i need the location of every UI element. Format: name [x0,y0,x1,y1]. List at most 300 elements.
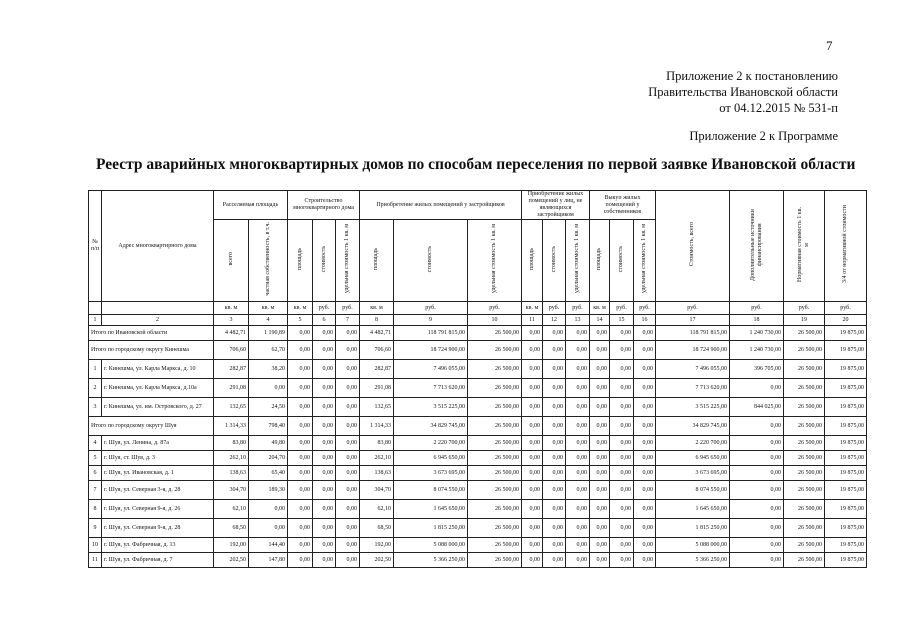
value-cell: 0,00 [566,379,590,398]
value-cell: 0,00 [313,481,336,500]
unit-cell: руб. [784,302,825,315]
value-cell: 147,80 [249,553,288,568]
col-header-number: № п/п [89,191,102,302]
value-cell: 0,00 [313,500,336,519]
value-cell: 26 500,00 [784,417,825,436]
subheader-cost: стоимость [610,220,634,302]
value-cell: 0,00 [288,379,313,398]
value-cell: 0,00 [543,398,566,417]
value-cell: 26 500,00 [784,500,825,519]
unit-cell: руб. [566,302,590,315]
value-cell: 26 500,00 [468,398,522,417]
value-cell: 0,00 [590,538,610,553]
value-cell: 798,40 [249,417,288,436]
col-header-total-cost: Стоимость, всего [656,191,730,302]
value-cell: 0,00 [313,466,336,481]
value-cell: 6 945 650,00 [394,451,468,466]
value-cell: 19 875,00 [825,436,867,451]
value-cell: 26 500,00 [784,436,825,451]
value-cell: 4 482,71 [360,326,394,341]
value-cell: 0,00 [634,360,656,379]
value-cell: 0,00 [543,451,566,466]
value-cell: 0,00 [249,379,288,398]
value-cell: 0,00 [336,466,360,481]
value-cell: 0,00 [336,519,360,538]
value-cell: 26 500,00 [468,326,522,341]
value-cell: 0,00 [336,436,360,451]
value-cell: 1 190,89 [249,326,288,341]
value-cell: 1 240 730,00 [730,326,784,341]
address-cell: г. Шуя, ул. Северная 9-я, д. 28 [102,519,214,538]
value-cell: 844 025,00 [730,398,784,417]
unit-cell: руб. [313,302,336,315]
value-cell: 0,00 [566,538,590,553]
value-cell: 26 500,00 [468,553,522,568]
value-cell: 0,00 [543,500,566,519]
subheader-total: всего [214,220,249,302]
value-cell: 0,00 [610,519,634,538]
column-number-cell: 7 [336,315,360,326]
value-cell: 0,00 [730,519,784,538]
unit-cell: руб. [610,302,634,315]
group-header-purchase-non-developers: Приобретение жилых помещений у лиц, не являющихся застройщиком [522,191,590,220]
value-cell: 0,00 [543,538,566,553]
value-cell: 0,00 [566,436,590,451]
value-cell: 19 875,00 [825,451,867,466]
value-cell: 19 875,00 [825,379,867,398]
column-number-cell: 8 [360,315,394,326]
value-cell: 0,00 [543,360,566,379]
value-cell: 0,00 [590,326,610,341]
value-cell: 0,00 [522,360,543,379]
value-cell: 192,00 [360,538,394,553]
value-cell: 138,63 [360,466,394,481]
value-cell: 0,00 [590,481,610,500]
group-header-construction: Строительство многоквартирного дома [288,191,360,220]
value-cell: 26 500,00 [468,360,522,379]
value-cell: 26 500,00 [784,481,825,500]
subheader-private: частная собственность, в т.ч. [249,220,288,302]
value-cell: 0,00 [288,553,313,568]
value-cell: 0,00 [634,417,656,436]
value-cell: 19 875,00 [825,360,867,379]
value-cell: 0,00 [566,360,590,379]
value-cell: 62,10 [214,500,249,519]
value-cell: 0,00 [288,341,313,360]
value-cell: 304,70 [214,481,249,500]
value-cell: 0,00 [590,436,610,451]
value-cell: 26 500,00 [468,341,522,360]
table-row [89,466,867,481]
col-header-additional-sources: Дополнительные источники финансирования [730,191,784,302]
row-number: 7 [89,481,102,500]
column-number-cell: 12 [543,315,566,326]
value-cell: 0,00 [610,436,634,451]
value-cell: 138,63 [214,466,249,481]
table-row [89,519,867,538]
value-cell: 0,00 [249,500,288,519]
value-cell: 0,00 [566,500,590,519]
page-number: 7 [826,38,833,53]
value-cell: 0,00 [610,341,634,360]
unit-cell: руб. [336,302,360,315]
value-cell: 19 875,00 [825,417,867,436]
value-cell: 5 088 000,00 [656,538,730,553]
value-cell: 1 314,33 [360,417,394,436]
column-number-cell: 1 [89,315,102,326]
value-cell: 0,00 [543,466,566,481]
value-cell: 202,50 [360,553,394,568]
value-cell: 1 815 250,00 [394,519,468,538]
subtotal-row [89,341,867,360]
value-cell: 8 074 550,00 [394,481,468,500]
value-cell: 19 875,00 [825,538,867,553]
row-number: 2 [89,379,102,398]
group-header-buyout: Выкуп жилых помещений у собственников [590,191,656,220]
value-cell: 0,00 [610,538,634,553]
value-cell: 0,00 [288,326,313,341]
value-cell: 0,00 [634,500,656,519]
value-cell: 0,00 [522,519,543,538]
value-cell: 0,00 [566,481,590,500]
value-cell: 0,00 [543,341,566,360]
value-cell: 396 705,00 [730,360,784,379]
value-cell: 0,00 [543,436,566,451]
value-cell: 0,00 [543,481,566,500]
value-cell: 0,00 [313,360,336,379]
value-cell: 26 500,00 [468,538,522,553]
value-cell: 26 500,00 [784,553,825,568]
value-cell: 0,00 [634,553,656,568]
value-cell: 0,00 [634,398,656,417]
row-number: 11 [89,553,102,568]
value-cell: 68,50 [214,519,249,538]
value-cell: 0,00 [590,360,610,379]
value-cell: 19 875,00 [825,500,867,519]
table-row [89,398,867,417]
value-cell: 0,00 [313,553,336,568]
subtotal-row [89,326,867,341]
value-cell: 0,00 [336,379,360,398]
value-cell: 0,00 [313,519,336,538]
value-cell: 0,00 [336,538,360,553]
value-cell: 0,00 [610,451,634,466]
value-cell: 26 500,00 [468,466,522,481]
subheader-cost: стоимость [313,220,336,302]
value-cell: 0,00 [543,519,566,538]
row-number: 10 [89,538,102,553]
value-cell: 706,60 [360,341,394,360]
value-cell: 144,40 [249,538,288,553]
value-cell: 26 500,00 [784,326,825,341]
column-number-cell: 15 [610,315,634,326]
value-cell: 3 673 695,00 [394,466,468,481]
column-number-cell: 2 [102,315,214,326]
value-cell: 0,00 [730,553,784,568]
value-cell: 0,00 [313,341,336,360]
table-row [89,436,867,451]
value-cell: 26 500,00 [468,519,522,538]
unit-cell: руб. [730,302,784,315]
value-cell: 0,00 [590,519,610,538]
subheader-unit-cost: удельная стоимость 1 кв. м [566,220,590,302]
value-cell: 0,00 [566,341,590,360]
value-cell: 24,50 [249,398,288,417]
value-cell: 34 829 745,00 [656,417,730,436]
value-cell: 0,00 [634,379,656,398]
value-cell: 5 088 000,00 [394,538,468,553]
row-number: 5 [89,451,102,466]
row-number: 4 [89,436,102,451]
address-cell: г. Кинешма, ул. им. Островского, д. 27 [102,398,214,417]
address-cell: г. Шуя, ул. Фабричная, д. 7 [102,553,214,568]
value-cell: 0,00 [336,341,360,360]
value-cell: 0,00 [590,466,610,481]
column-number-cell: 5 [288,315,313,326]
value-cell: 19 875,00 [825,519,867,538]
value-cell: 0,00 [730,466,784,481]
value-cell: 26 500,00 [468,417,522,436]
address-cell: г. Шуя, ул. Северная 9-я, д. 26 [102,500,214,519]
value-cell: 26 500,00 [784,519,825,538]
value-cell: 5 366 250,00 [656,553,730,568]
value-cell: 0,00 [522,326,543,341]
value-cell: 26 500,00 [468,481,522,500]
value-cell: 0,00 [313,436,336,451]
value-cell: 0,00 [288,466,313,481]
value-cell: 26 500,00 [468,500,522,519]
value-cell: 0,00 [336,326,360,341]
value-cell: 0,00 [730,451,784,466]
value-cell: 0,00 [610,398,634,417]
unit-cell: кв. м [590,302,610,315]
column-number-cell: 4 [249,315,288,326]
value-cell: 65,40 [249,466,288,481]
value-cell: 202,50 [214,553,249,568]
table-row [89,500,867,519]
value-cell: 0,00 [249,519,288,538]
address-cell: г. Кинешма, ул. Карла Маркса, д. 10 [102,360,214,379]
address-cell: г. Шуя, ул. Ленина, д. 87а [102,436,214,451]
value-cell: 132,65 [360,398,394,417]
value-cell: 0,00 [522,398,543,417]
col-header-three-quarters: 3/4 от нормативной стоимости [825,191,867,302]
value-cell: 0,00 [634,436,656,451]
value-cell: 0,00 [566,326,590,341]
value-cell: 304,70 [360,481,394,500]
unit-cell: кв. м [360,302,394,315]
value-cell: 26 500,00 [784,341,825,360]
value-cell: 262,10 [214,451,249,466]
value-cell: 0,00 [522,436,543,451]
value-cell: 0,00 [634,451,656,466]
appendix-line: Приложение 2 к постановлению [666,69,838,83]
value-cell: 1 240 730,00 [730,341,784,360]
value-cell: 0,00 [288,519,313,538]
value-cell: 0,00 [610,553,634,568]
column-number-cell: 14 [590,315,610,326]
value-cell: 1 645 650,00 [656,500,730,519]
subheader-unit-cost: удельная стоимость 1 кв. м [634,220,656,302]
document-title: Реестр аварийных многоквартирных домов по способам переселения по первой заявке Ивановской области [96,156,856,173]
address-cell: г. Кинешма, ул. Карла Маркса, д.10а [102,379,214,398]
value-cell: 0,00 [590,417,610,436]
table-row [89,360,867,379]
units-row [89,302,867,315]
value-cell: 0,00 [336,417,360,436]
value-cell: 26 500,00 [468,451,522,466]
value-cell: 282,87 [360,360,394,379]
value-cell: 0,00 [634,481,656,500]
value-cell: 68,50 [360,519,394,538]
value-cell: 0,00 [566,553,590,568]
resolution-appendix-block [648,68,838,116]
value-cell: 7 496 055,00 [394,360,468,379]
value-cell: 0,00 [730,481,784,500]
value-cell: 26 500,00 [784,451,825,466]
value-cell: 0,00 [288,398,313,417]
value-cell: 282,87 [214,360,249,379]
value-cell: 19 875,00 [825,481,867,500]
value-cell: 38,20 [249,360,288,379]
column-number-cell: 6 [313,315,336,326]
unit-cell: руб. [634,302,656,315]
value-cell: 0,00 [288,481,313,500]
value-cell: 0,00 [313,398,336,417]
subtotal-label: Итого по Ивановской области [89,326,214,341]
value-cell: 26 500,00 [784,398,825,417]
value-cell: 26 500,00 [468,379,522,398]
subheader-area: площадь [522,220,543,302]
value-cell: 0,00 [288,360,313,379]
value-cell: 0,00 [610,481,634,500]
value-cell: 19 875,00 [825,466,867,481]
value-cell: 291,08 [214,379,249,398]
value-cell: 0,00 [288,500,313,519]
unit-cell: руб. [468,302,522,315]
value-cell: 26 500,00 [784,379,825,398]
appendix-line: Правительства Ивановской области [648,85,838,99]
value-cell: 0,00 [634,341,656,360]
value-cell: 1 815 250,00 [656,519,730,538]
col-header-address: Адрес многоквартирного дома [102,191,214,302]
value-cell: 706,60 [214,341,249,360]
value-cell: 83,80 [360,436,394,451]
appendix-line: от 04.12.2015 № 531-п [719,101,838,115]
value-cell: 0,00 [288,417,313,436]
program-appendix: Приложение 2 к Программе [689,129,838,143]
value-cell: 0,00 [522,481,543,500]
value-cell: 26 500,00 [784,466,825,481]
registry-body [89,326,867,568]
value-cell: 0,00 [543,379,566,398]
value-cell: 62,10 [360,500,394,519]
value-cell: 0,00 [730,417,784,436]
column-number-cell: 13 [566,315,590,326]
subheader-area: площадь [590,220,610,302]
column-number-cell: 17 [656,315,730,326]
value-cell: 0,00 [336,451,360,466]
value-cell: 0,00 [336,360,360,379]
value-cell: 0,00 [336,481,360,500]
value-cell: 83,80 [214,436,249,451]
value-cell: 1 314,33 [214,417,249,436]
value-cell: 62,70 [249,341,288,360]
table-row [89,451,867,466]
value-cell: 0,00 [730,538,784,553]
value-cell: 19 875,00 [825,553,867,568]
column-number-cell: 18 [730,315,784,326]
subheader-area: площадь [360,220,394,302]
value-cell: 0,00 [566,519,590,538]
value-cell: 204,70 [249,451,288,466]
column-number-cell: 11 [522,315,543,326]
value-cell: 0,00 [543,417,566,436]
value-cell: 18 724 900,00 [394,341,468,360]
column-number-cell: 10 [468,315,522,326]
unit-cell: руб. [825,302,867,315]
value-cell: 0,00 [522,379,543,398]
table-row [89,538,867,553]
value-cell: 5 366 250,00 [394,553,468,568]
value-cell: 0,00 [590,500,610,519]
subtotal-row [89,417,867,436]
value-cell: 0,00 [288,451,313,466]
value-cell: 0,00 [313,538,336,553]
value-cell: 0,00 [590,451,610,466]
header-row-groups [89,191,867,220]
address-cell: г. Шуя, ул. Северная 3-я, д. 28 [102,481,214,500]
unit-cell: кв. м [249,302,288,315]
value-cell: 0,00 [522,466,543,481]
group-header-resettled-area: Расселяемая площадь [214,191,288,220]
value-cell: 0,00 [522,341,543,360]
column-number-cell: 20 [825,315,867,326]
value-cell: 19 875,00 [825,341,867,360]
value-cell: 0,00 [522,553,543,568]
unit-cell: руб. [394,302,468,315]
value-cell: 0,00 [610,466,634,481]
column-number-cell: 3 [214,315,249,326]
value-cell: 118 791 815,00 [656,326,730,341]
column-number-cell: 19 [784,315,825,326]
value-cell: 0,00 [610,379,634,398]
value-cell: 0,00 [336,553,360,568]
value-cell: 1 645 650,00 [394,500,468,519]
value-cell: 0,00 [730,500,784,519]
value-cell: 0,00 [590,553,610,568]
value-cell: 0,00 [590,341,610,360]
value-cell: 0,00 [590,379,610,398]
value-cell: 0,00 [313,417,336,436]
value-cell: 0,00 [522,500,543,519]
value-cell: 0,00 [730,379,784,398]
value-cell: 0,00 [313,326,336,341]
table-row [89,553,867,568]
unit-cell: руб. [656,302,730,315]
value-cell: 19 875,00 [825,398,867,417]
column-number-cell: 9 [394,315,468,326]
value-cell: 7 713 620,00 [656,379,730,398]
value-cell: 19 875,00 [825,326,867,341]
subtotal-label: Итого по городскому округу Кинешма [89,341,214,360]
value-cell: 0,00 [313,379,336,398]
value-cell: 7 496 055,00 [656,360,730,379]
registry-table [88,190,867,568]
column-number-cell: 16 [634,315,656,326]
value-cell: 0,00 [313,451,336,466]
value-cell: 0,00 [566,417,590,436]
